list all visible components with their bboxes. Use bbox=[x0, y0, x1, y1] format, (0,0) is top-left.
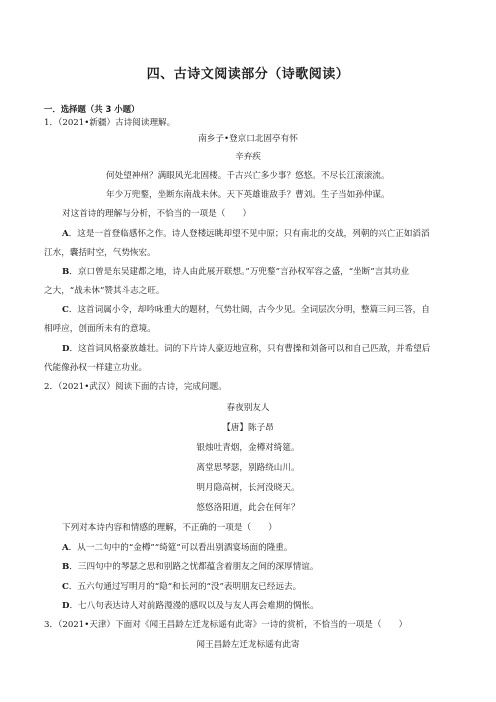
q2-poem-line: 银烛吐青烟，金樽对绮筵。 bbox=[196, 443, 300, 453]
section-heading: 一．选择题（共 3 小题） bbox=[44, 104, 140, 114]
option-text: ．七八句表达诗人对前路漫漫的感叹以及与友人再会难期的惆怅。 bbox=[69, 601, 319, 611]
q2-poem-author: 【唐】陈子昂 bbox=[222, 423, 274, 433]
q2-poem-line: 明月隐高树，长河没晓天。 bbox=[196, 483, 300, 493]
q1-poem-line: 何处望神州？满眼风光北固楼。千古兴亡多少事？悠悠。不尽长江滚滚流。 bbox=[106, 171, 390, 181]
option-letter: D bbox=[62, 344, 70, 354]
q1-option-d-cont: 代能像孙权一样建立功业。 bbox=[44, 363, 148, 373]
q1-option-c-cont: 相呼应，创面所未有的意境。 bbox=[44, 324, 156, 334]
option-letter: A bbox=[62, 229, 69, 239]
q2-option-d bbox=[62, 601, 319, 612]
q1-option-c bbox=[62, 305, 430, 316]
q2-option-c bbox=[62, 582, 301, 593]
option-letter: C bbox=[62, 582, 69, 592]
q1-stem: 1．（2021•新疆）古诗阅读理解。 bbox=[44, 118, 176, 128]
option-letter: D bbox=[62, 601, 70, 611]
q1-option-b bbox=[62, 267, 409, 278]
option-letter: C bbox=[62, 305, 69, 315]
q2-option-b bbox=[62, 562, 319, 573]
option-text: ．从一二句中的“金樽”“绮筵”可以看出别酒宴场面的隆重。 bbox=[68, 543, 293, 553]
q1-poem-title: 南乡子•登京口北固亭有怀 bbox=[198, 134, 298, 144]
q1-question: 对这首诗的理解与分析，不恰当的一项是（ ） bbox=[62, 209, 252, 219]
q2-stem: 2．（2021•武汉）阅读下面的古诗，完成问题。 bbox=[44, 382, 227, 392]
option-letter: B bbox=[62, 267, 70, 277]
option-letter: A bbox=[62, 543, 69, 553]
q1-option-b-cont: 之大，“战未休”赞其斗志之旺。 bbox=[44, 286, 165, 296]
q1-option-d bbox=[62, 344, 430, 355]
q1-option-a-cont: 江水，囊括时空，气势恢宏。 bbox=[44, 248, 156, 258]
option-text: ．三四句中的琴瑟之思和别路之忧都蕴含着朋友之间的深厚情谊。 bbox=[69, 562, 319, 572]
q2-option-a bbox=[62, 543, 293, 554]
q3-stem: 3．（2021•天津）下面对《闻王昌龄左迁龙标遥有此寄》一诗的赏析，不恰当的一项是（ ） bbox=[44, 620, 408, 630]
q1-option-a bbox=[62, 229, 430, 240]
q3-poem-title: 闻王昌龄左迁龙标遥有此寄 bbox=[196, 640, 300, 650]
q1-poem-line: 年少万兜鍪，坐断东南战未休。天下英雄谁敌手？曹刘。生子当如孙仲谋。 bbox=[106, 190, 390, 200]
option-letter: B bbox=[62, 562, 70, 572]
q2-question: 下列对本诗内容和情感的理解，不正确的一项是（ ） bbox=[62, 523, 277, 533]
option-text: ．这首词风格豪放雄壮。词的下片诗人豪迈地宣称，只有曹操和刘备可以和自己匹敌，并希望后 bbox=[69, 344, 431, 354]
page-title: 四、古诗文阅读部分（诗歌阅读） bbox=[146, 67, 350, 82]
option-text: ．五六句通过写明月的“隐”和长河的“没”表明朋友已经远去。 bbox=[68, 582, 302, 592]
q2-poem-title: 春夜别友人 bbox=[226, 403, 270, 413]
q2-poem-line: 离堂思琴瑟，别路绕山川。 bbox=[196, 463, 300, 473]
q2-poem-line: 悠悠洛阳道，此会在何年？ bbox=[196, 503, 300, 513]
option-text: ．京口曾是东吴建都之地，诗人由此展开联想。”万兜鍪”言孙权军容之盛，“坐断”言其功业 bbox=[69, 267, 410, 277]
option-text: ．这是一首登临感怀之作。诗人登楼远眺却望不见中原；只有南北的交战，列朝的兴亡正如滔滔 bbox=[68, 229, 430, 239]
q1-poem-author: 辛弃疾 bbox=[235, 152, 261, 162]
option-text: ．这首词属小令，却吟咏重大的题材，气势壮阔，古今少见。全词层次分明，整篇三问三答，自 bbox=[68, 305, 430, 315]
